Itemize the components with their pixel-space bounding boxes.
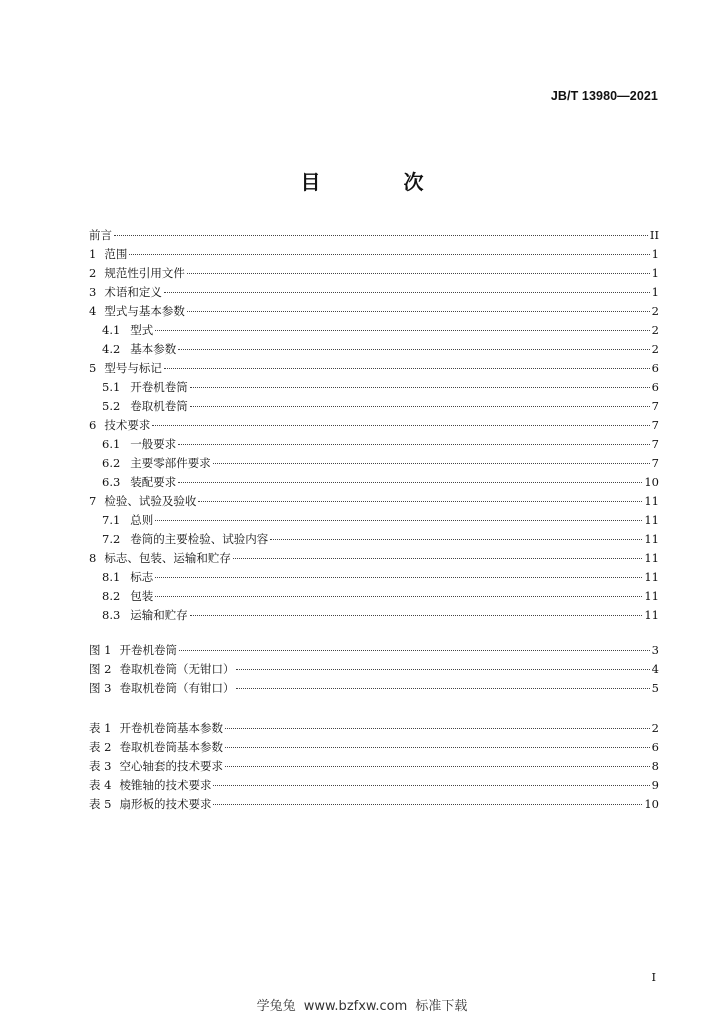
toc-dot-leader (155, 596, 642, 597)
toc-entry-label: 技术要求 (104, 418, 151, 432)
toc-entry-label: 基本参数 (130, 342, 177, 356)
toc-entry-page: 2 (651, 323, 659, 337)
toc-dot-leader (152, 425, 649, 426)
toc-dot-leader (179, 650, 650, 651)
toc-entry-label: 范围 (104, 247, 128, 261)
toc-entry-label: 开卷机卷筒 (130, 380, 188, 394)
toc-entry-label: 装配要求 (130, 475, 177, 489)
toc-section-entry[interactable] (89, 454, 659, 473)
toc-entry-number: 图 3 (89, 681, 112, 695)
toc-entry-page: 6 (651, 380, 659, 394)
toc-section-entry[interactable] (89, 587, 659, 606)
toc-dot-leader (270, 539, 642, 540)
toc-entry-label: 卷筒的主要检验、试验内容 (130, 532, 269, 546)
toc-dot-leader (198, 501, 642, 502)
toc-entry-label: 棱锥轴的技术要求 (119, 778, 212, 792)
toc-table-entry[interactable] (89, 757, 659, 776)
toc-entry-page: 11 (644, 589, 659, 603)
toc-entry-label: 规范性引用文件 (104, 266, 185, 280)
toc-entry-page: 6 (651, 740, 659, 754)
toc-entry-number: 3 (89, 285, 97, 299)
toc-entry-label: 卷取机卷筒基本参数 (119, 740, 223, 754)
toc-entry-page: 2 (651, 721, 659, 735)
toc-entry-label: 包装 (130, 589, 154, 603)
toc-dot-leader (155, 330, 649, 331)
toc-entry-page: 1 (651, 285, 659, 299)
toc-title: 目 次 (300, 170, 462, 194)
toc-entry-number: 5 (89, 361, 97, 375)
toc-table-entry[interactable] (89, 795, 659, 814)
toc-entry-number: 6.1 (102, 437, 121, 451)
toc-dot-leader (225, 728, 650, 729)
toc-dot-leader (164, 368, 650, 369)
toc-entry-label: 前言 (89, 228, 112, 242)
toc-section-entry[interactable] (89, 283, 659, 302)
toc-entry-number: 4 (89, 304, 97, 318)
toc-entry-label: 空心轴套的技术要求 (119, 759, 223, 773)
footer-watermark: 学兔兔 www.bzfxw.com 标准下载 (256, 999, 468, 1014)
toc-entry-page: 1 (651, 266, 659, 280)
toc-entry-number: 表 2 (89, 740, 112, 754)
toc-entry-number: 表 5 (89, 797, 112, 811)
toc-section-entry[interactable] (89, 511, 659, 530)
toc-entry-number: 1 (89, 247, 97, 261)
toc-entry-label: 术语和定义 (104, 285, 162, 299)
toc-dot-leader (178, 444, 649, 445)
toc-figure-entry[interactable] (89, 660, 659, 679)
toc-entry-page: 4 (651, 662, 659, 676)
toc-entry-page: 1 (651, 247, 659, 261)
toc-entry-label: 开卷机卷筒基本参数 (119, 721, 223, 735)
toc-entry-number: 7 (89, 494, 97, 508)
toc-entry-page: 9 (651, 778, 659, 792)
toc-section-entry[interactable] (89, 435, 659, 454)
toc-entry-page: 5 (651, 681, 659, 695)
toc-dot-leader (155, 577, 642, 578)
toc-entry-number: 8 (89, 551, 97, 565)
toc-dot-leader (164, 292, 650, 293)
toc-entry-page: 11 (644, 608, 659, 622)
toc-section-entry[interactable] (89, 606, 659, 625)
toc-entry-number: 7.2 (102, 532, 121, 546)
toc-section-entry[interactable] (89, 264, 659, 283)
toc-dot-leader (213, 785, 649, 786)
toc-entry-page: 7 (651, 437, 659, 451)
toc-entry-number: 5.1 (102, 380, 121, 394)
toc-entry-label: 开卷机卷筒 (119, 643, 177, 657)
toc-entry-number: 6.2 (102, 456, 121, 470)
toc-entry-label: 卷取机卷筒 (130, 399, 188, 413)
toc-sections-list (89, 226, 659, 625)
toc-entry-number: 4.2 (102, 342, 121, 356)
toc-entry-number: 8.1 (102, 570, 121, 584)
toc-entry-label: 扇形板的技术要求 (119, 797, 212, 811)
page-number: I (651, 970, 656, 984)
toc-section-entry[interactable] (89, 245, 659, 264)
toc-tables-list (89, 719, 659, 814)
toc-section-entry[interactable] (89, 492, 659, 511)
toc-table-entry[interactable] (89, 719, 659, 738)
toc-entry-number: 6.3 (102, 475, 121, 489)
toc-section-entry[interactable] (89, 473, 659, 492)
toc-section-entry[interactable] (89, 530, 659, 549)
toc-entry-label: 运输和贮存 (130, 608, 188, 622)
toc-dot-leader (225, 766, 650, 767)
toc-entry-page: 8 (651, 759, 659, 773)
toc-section-entry[interactable] (89, 549, 659, 568)
toc-dot-leader (187, 311, 650, 312)
toc-entry-page: 11 (644, 513, 659, 527)
toc-entry-number: 7.1 (102, 513, 121, 527)
toc-entry-number: 8.3 (102, 608, 121, 622)
toc-entry-page: 10 (644, 797, 659, 811)
toc-dot-leader (155, 520, 642, 521)
toc-entry-label: 标志 (130, 570, 154, 584)
toc-entry-label: 型号与标记 (104, 361, 162, 375)
toc-entry-label: 标志、包装、运输和贮存 (104, 551, 231, 565)
toc-dot-leader (236, 669, 649, 670)
toc-section-entry[interactable] (89, 359, 659, 378)
toc-entry-number: 表 3 (89, 759, 112, 773)
toc-dot-leader (114, 235, 648, 236)
toc-entry-page: 7 (651, 418, 659, 432)
toc-figure-entry[interactable] (89, 679, 659, 698)
toc-table-entry[interactable] (89, 776, 659, 795)
table-of-contents (89, 226, 659, 814)
toc-dot-leader (213, 804, 642, 805)
toc-entry-label: 一般要求 (130, 437, 177, 451)
toc-entry-page: 11 (644, 570, 659, 584)
toc-entry-page: 6 (651, 361, 659, 375)
toc-section-entry[interactable] (89, 416, 659, 435)
toc-dot-leader (236, 688, 649, 689)
toc-entry-number: 5.2 (102, 399, 121, 413)
toc-section-entry[interactable] (89, 302, 659, 321)
toc-entry-number: 图 1 (89, 643, 112, 657)
toc-entry-label: 型式 (130, 323, 154, 337)
toc-dot-leader (190, 387, 650, 388)
toc-entry-number: 表 4 (89, 778, 112, 792)
toc-dot-leader (190, 615, 643, 616)
toc-entry-label: 卷取机卷筒（有钳口） (119, 681, 235, 695)
toc-entry-label: 型式与基本参数 (104, 304, 185, 318)
toc-entry-number: 4.1 (102, 323, 121, 337)
toc-section-entry[interactable] (89, 340, 659, 359)
toc-entry-page: 2 (651, 304, 659, 318)
toc-entry-page: 10 (644, 475, 659, 489)
toc-entry-number: 6 (89, 418, 97, 432)
toc-dot-leader (178, 349, 649, 350)
toc-entry-page: 3 (651, 643, 659, 657)
toc-figure-entry[interactable] (89, 641, 659, 660)
toc-dot-leader (225, 747, 650, 748)
toc-figures-list (89, 641, 659, 698)
toc-section-entry[interactable] (89, 397, 659, 416)
toc-entry-label: 检验、试验及验收 (104, 494, 197, 508)
toc-dot-leader (178, 482, 642, 483)
standard-number: JB/T 13980—2021 (550, 89, 658, 103)
toc-dot-leader (129, 254, 649, 255)
toc-entry-page: 7 (651, 456, 659, 470)
toc-table-entry[interactable] (89, 738, 659, 757)
toc-dot-leader (187, 273, 650, 274)
toc-entry-label: 主要零部件要求 (130, 456, 211, 470)
toc-entry-page: 11 (644, 551, 659, 565)
toc-entry-page: 2 (651, 342, 659, 356)
toc-dot-leader (233, 558, 643, 559)
toc-entry-page: 11 (644, 532, 659, 546)
toc-section-entry[interactable] (89, 568, 659, 587)
toc-entry-page: II (649, 228, 659, 242)
toc-section-entry[interactable] (89, 321, 659, 340)
toc-section-entry[interactable] (89, 378, 659, 397)
toc-entry-number: 表 1 (89, 721, 112, 735)
toc-section-entry[interactable] (89, 226, 659, 245)
toc-entry-page: 11 (644, 494, 659, 508)
toc-entry-number: 图 2 (89, 662, 112, 676)
toc-entry-label: 卷取机卷筒（无钳口） (119, 662, 235, 676)
toc-dot-leader (213, 463, 650, 464)
toc-entry-number: 8.2 (102, 589, 121, 603)
toc-entry-page: 7 (651, 399, 659, 413)
toc-entry-label: 总则 (130, 513, 154, 527)
toc-dot-leader (190, 406, 650, 407)
toc-entry-number: 2 (89, 266, 97, 280)
